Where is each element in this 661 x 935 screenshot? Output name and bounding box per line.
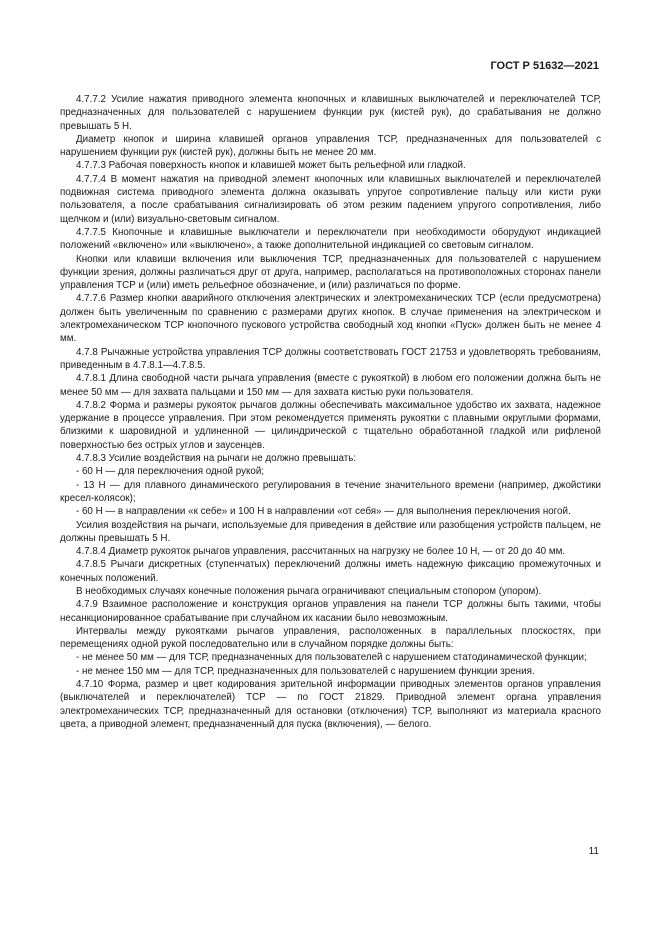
paragraph: 4.7.7.5 Кнопочные и клавишные выключатели и переключатели при необходимости оборудуют индикацией положений «включено» или «выключено», а также дополнительной индикацией со световым сигналом. — [60, 226, 601, 252]
document-header: ГОСТ Р 51632—2021 — [490, 60, 599, 72]
paragraph: 4.7.7.6 Размер кнопки аварийного отключения электрических и электромеханических ТСР (если предусмотрена) должен быть увеличенным по сравнению с размерами других кнопок. В случае применения на электрическом и электромеханическом ТСР кнопочного пускового устройства свободный ход кнопки «Пуск» должен быть не менее 4 мм. — [60, 293, 601, 345]
paragraph: 4.7.10 Форма, размер и цвет кодирования зрительной информации приводных элементов органов управления (выключателей и переключателей) ТСР — по ГОСТ 21829. Приводной элемент органа управления электромеханических ТСР, предназначенный для остановки (отключения) ТСР, выполняют из материала красного цвета, а приводной элемент, предназначенный для пуска (включения), — белого. — [60, 679, 601, 730]
paragraph: 4.7.7.4 В момент нажатия на приводной элемент кнопочных или клавишных выключателей и переключателей подвижная система приводного элемента должна оказывать упругое сопротивление пальцу или кисти руки пользователя, а после срабатывания сигнализировать об этом резким падением упругого сопротивления, либо щелчком и (или) визуально-световым сигналом. — [60, 173, 601, 225]
paragraph: 4.7.8.1 Длина свободной части рычага управления (вместе с рукояткой) в любом его положении должна быть не менее 50 мм — для захвата пальцами и 150 мм — для захвата кистью руки пользователя. — [60, 373, 601, 398]
paragraph: 4.7.8.4 Диаметр рукояток рычагов управления, рассчитанных на нагрузку не более 10 Н, — от 20 до 40 мм. — [76, 546, 566, 558]
paragraph: Усилия воздействия на рычаги, используемые для приведения в действие или разобщения устройств пальцем, не должны превышать 5 Н. — [60, 519, 601, 544]
paragraph: Интервалы между рукоятками рычагов управления, расположенных в параллельных плоскостях, при перемещениях одной рукой последовательно или в случайном порядке должны быть: — [60, 625, 601, 651]
list-item: - не менее 50 мм — для ТСР, предназначенных для пользователей с нарушением статодинамической функции; — [76, 652, 587, 664]
paragraph: Кнопки или клавиши включения или выключения ТСР, предназначенных для пользователей с нарушением функции зрения, должны различаться друг от друга, например, располагаться на противоположных сторонах панели управления ТСР и (или) иметь рельефное обозначение, и (или) различаться по форме. — [60, 253, 601, 292]
list-item: - 13 Н — для плавного динамического регулирования в течение значительного времени (например, джойстики кресел-колясок); — [60, 479, 601, 504]
page-number: 11 — [588, 846, 599, 857]
paragraph: 4.7.8.2 Форма и размеры рукояток рычагов должны обеспечивать максимальное удобство их захвата, надежное удержание в процессе управления. При этом рекомендуется применять рукоятки с плавными округлыми формами, близкими к шаровидной и удлиненной — цилиндрической с тщательно обработанной гладкой или рифленой поверхностью без острых углов и заусенцев. — [60, 399, 601, 451]
paragraph: 4.7.9 Взаимное расположение и конструкция органов управления на панели ТСР должны быть такими, чтобы несанкционированное срабатывание при случайном их касании было невозможным. — [60, 599, 601, 624]
paragraph: 4.7.8.3 Усилие воздействия на рычаги не должно превышать: — [76, 453, 357, 465]
list-item: - 60 Н — для переключения одной рукой; — [76, 466, 265, 478]
paragraph: В необходимых случаях конечные положения рычага ограничивают специальным стопором (упором). — [76, 585, 542, 597]
paragraph: Диаметр кнопок и ширина клавишей органов управления ТСР, предназначенных для пользователей с нарушением функции рук (кистей рук), должны быть не менее 20 мм. — [60, 133, 601, 159]
paragraph: 4.7.8.5 Рычаги дискретных (ступенчатых) переключений должны иметь надежную фиксацию промежуточных и конечных положений. — [60, 559, 601, 584]
paragraph: 4.7.7.3 Рабочая поверхность кнопок и клавишей может быть рельефной или гладкой. — [76, 160, 466, 172]
list-item: - 60 Н — в направлении «к себе» и 100 Н в направлении «от себя» — для выполнения переключения ногой. — [76, 506, 571, 518]
paragraph: 4.7.8 Рычажные устройства управления ТСР должны соответствовать ГОСТ 21753 и удовлетворять требованиям, приведенным в 4.7.8.1—4.7.8.5. — [60, 346, 601, 371]
list-item: - не менее 150 мм — для ТСР, предназначенных для пользователей с нарушением функции зрения. — [76, 665, 535, 677]
document-body — [60, 93, 601, 731]
paragraph: 4.7.7.2 Усилие нажатия приводного элемента кнопочных и клавишных выключателей и переключателей ТСР, предназначенных для пользователей с нарушением функции рук (кистей рук), до срабатывания не должно превышать 5 Н. — [60, 94, 601, 132]
